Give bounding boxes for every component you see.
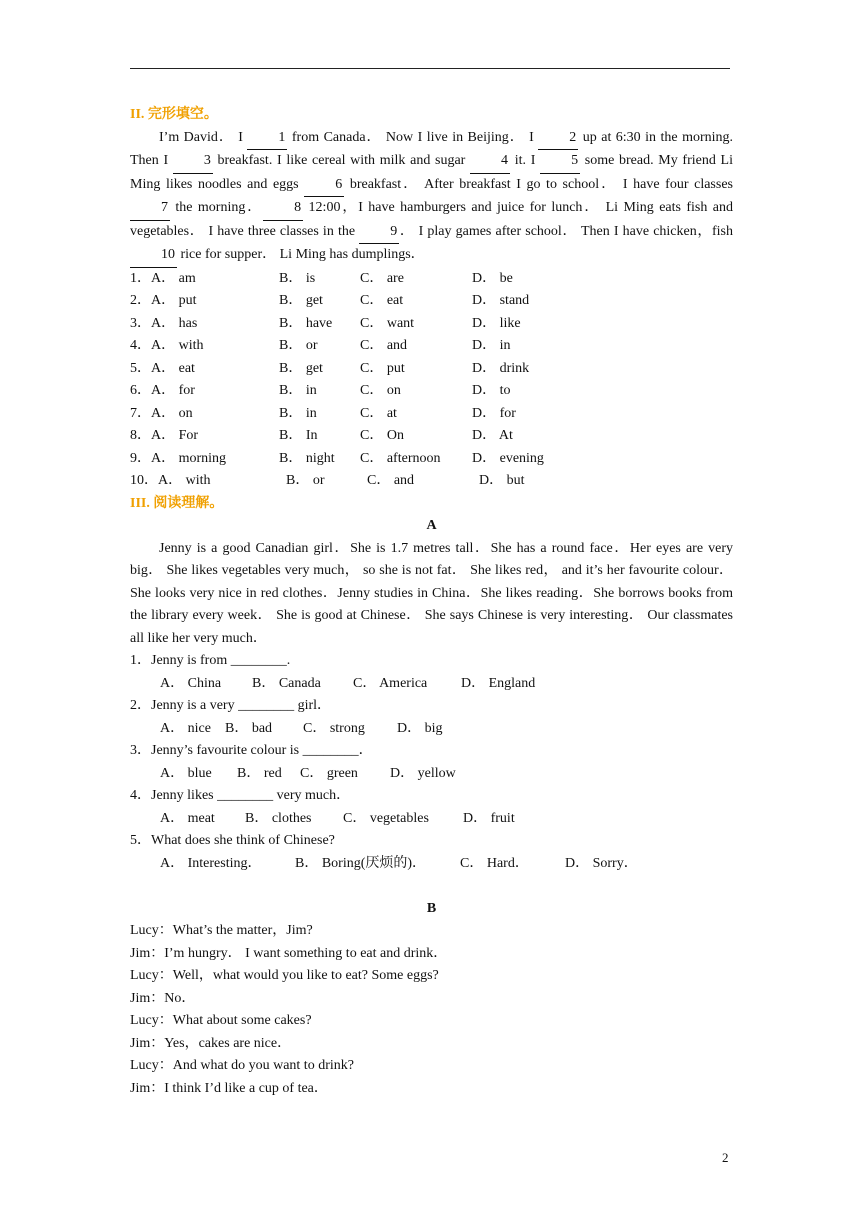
answer-option: D． but bbox=[479, 473, 525, 488]
section-heading-cloze: II. 完形填空。 bbox=[130, 107, 218, 122]
answer-option: C． eat bbox=[360, 293, 404, 308]
dialogue-line: Jim：No． bbox=[130, 990, 196, 1006]
answer-option: D． in bbox=[472, 338, 511, 353]
cloze-blank: 7 bbox=[130, 197, 170, 221]
answer-option: C． strong bbox=[303, 720, 365, 736]
question-number: 2． bbox=[130, 293, 151, 308]
dialogue-line: Jim：I’m hungry． I want something to eat and drink． bbox=[130, 945, 448, 961]
passage-a-questions bbox=[130, 650, 733, 875]
answer-option: B． red bbox=[237, 765, 282, 781]
answer-option: B． or bbox=[279, 338, 318, 353]
question-number: 7． bbox=[130, 405, 151, 421]
answer-option: A． meat bbox=[160, 810, 215, 826]
answer-option: D． At bbox=[472, 428, 513, 443]
cloze-blank: 9 bbox=[359, 221, 399, 245]
answer-option: A． morning bbox=[151, 450, 227, 466]
answer-option: C． Hard． bbox=[460, 855, 529, 871]
cloze-blank: 6 bbox=[304, 174, 344, 198]
answer-option: C． America bbox=[353, 675, 428, 691]
cloze-question-row bbox=[130, 425, 733, 448]
answer-option: D． evening bbox=[472, 450, 544, 466]
answer-option: D． yellow bbox=[390, 765, 456, 781]
cloze-question-row bbox=[130, 403, 733, 426]
cloze-text: from Canada． Now I live in Beijing． I bbox=[287, 129, 539, 145]
answer-option: A． For bbox=[151, 428, 199, 443]
question-number: 6． bbox=[130, 383, 151, 398]
cloze-passage bbox=[130, 127, 733, 268]
dialogue-line: Lucy：What about some cakes? bbox=[130, 1013, 312, 1028]
answer-option: D． fruit bbox=[463, 810, 515, 826]
page-number: 2 bbox=[722, 1150, 729, 1165]
answer-option: C． at bbox=[360, 405, 397, 421]
answer-option: C． green bbox=[300, 765, 358, 781]
answer-option: A． with bbox=[158, 473, 211, 488]
answer-option: A． China bbox=[160, 675, 222, 691]
answer-option: A． am bbox=[151, 270, 196, 286]
cloze-text: up at 6:30 in the morning. Then I bbox=[130, 129, 734, 168]
cloze-blank: 8 bbox=[263, 197, 303, 221]
answer-option: C． on bbox=[360, 383, 401, 398]
cloze-question-row bbox=[130, 380, 733, 403]
answer-option: A． blue bbox=[160, 765, 212, 781]
answer-option: B． or bbox=[286, 473, 325, 488]
cloze-text: I’m David． I bbox=[159, 129, 248, 145]
answer-option: A． put bbox=[151, 293, 197, 308]
passage-b-title: B bbox=[426, 900, 437, 916]
answer-option: C． want bbox=[360, 315, 415, 331]
answer-option: D． stand bbox=[472, 293, 530, 308]
passage-a-text: Jenny is a good Canadian girl．She is 1.7 metres tall．She has a round face．Her eyes are very big． She likes vegetables very much， so she is not fat． She likes red， and it’s her favourite colour．She looks very nice in red clothes．Jenny studies in China．She likes reading．She borrows books from the library every week． She is good at Chinese． She says Chinese is very interesting． Our classmates all like her very much． bbox=[130, 540, 733, 646]
worksheet bbox=[130, 104, 733, 1100]
answer-option: B． Canada bbox=[252, 675, 321, 691]
answer-option: B． clothes bbox=[245, 810, 312, 826]
reading-question-options bbox=[130, 853, 733, 876]
answer-option: B． In bbox=[279, 428, 318, 443]
answer-option: B． night bbox=[279, 450, 335, 466]
answer-option: D． England bbox=[461, 675, 536, 691]
cloze-question-row bbox=[130, 290, 733, 313]
reading-question-options bbox=[130, 718, 733, 741]
dialogue-line: Lucy：What’s the matter，Jim? bbox=[130, 923, 313, 938]
answer-option: A． for bbox=[151, 383, 195, 398]
cloze-question-row bbox=[130, 448, 733, 471]
reading-question-options bbox=[130, 763, 733, 786]
question-number: 3． bbox=[130, 315, 151, 331]
question-number: 10． bbox=[130, 473, 158, 488]
answer-option: A． on bbox=[151, 405, 193, 421]
answer-option: D． Sorry． bbox=[565, 855, 638, 871]
question-number: 4． bbox=[130, 338, 151, 353]
answer-option: B． have bbox=[279, 315, 333, 331]
answer-option: C． are bbox=[360, 270, 404, 286]
header-rule bbox=[130, 68, 730, 69]
question-number: 1． bbox=[130, 270, 151, 286]
cloze-text: it. I bbox=[510, 153, 541, 168]
answer-option: D． be bbox=[472, 270, 513, 286]
cloze-blank: 3 bbox=[173, 150, 213, 174]
cloze-text: breakfast. I like cereal with milk and sugar bbox=[212, 153, 471, 168]
reading-question: 4．Jenny likes ________ very much． bbox=[130, 788, 351, 803]
dialogue-line: Lucy：Well，what would you like to eat? Some eggs? bbox=[130, 968, 439, 983]
answer-option: D． big bbox=[397, 720, 443, 736]
answer-option: D． drink bbox=[472, 360, 530, 376]
reading-question-options bbox=[130, 808, 733, 831]
cloze-text: some bread. My friend Li Ming likes noodles and eggs bbox=[130, 153, 733, 192]
answer-option: B． get bbox=[279, 360, 323, 376]
cloze-question-row bbox=[130, 313, 733, 336]
answer-option: B． Boring(厌烦的)． bbox=[295, 855, 427, 871]
answer-option: A． has bbox=[151, 315, 198, 331]
question-number: 8． bbox=[130, 428, 151, 443]
cloze-question-row bbox=[130, 358, 733, 381]
reading-question-options bbox=[130, 673, 733, 696]
cloze-question-row bbox=[130, 335, 733, 358]
spacer bbox=[130, 875, 733, 898]
cloze-blank: 2 bbox=[538, 127, 578, 151]
answer-option: B． bad bbox=[225, 720, 273, 736]
dialogue-line: Jim：I think I’d like a cup of tea． bbox=[130, 1080, 328, 1096]
reading-question: 3．Jenny’s favourite colour is ________． bbox=[130, 743, 373, 758]
cloze-text: breakfast． After breakfast I go to school． I have four classes bbox=[344, 176, 733, 192]
reading-question: 5．What does she think of Chinese? bbox=[130, 833, 335, 848]
answer-option: C． On bbox=[360, 428, 404, 443]
cloze-text: 12:00，I have hamburgers and juice for lunch． Li Ming eats fish and vegetables． I have three classes in the bbox=[130, 200, 733, 239]
answer-option: A． nice bbox=[160, 720, 211, 736]
passage-a-title: A bbox=[426, 518, 437, 533]
cloze-blank: 1 bbox=[247, 127, 287, 151]
cloze-text: the morning． bbox=[170, 200, 264, 215]
cloze-question-row bbox=[130, 268, 733, 291]
answer-option: B． in bbox=[279, 405, 317, 421]
answer-option: C． put bbox=[360, 360, 405, 376]
answer-option: C． afternoon bbox=[360, 450, 441, 466]
answer-option: C． vegetables bbox=[343, 810, 429, 826]
cloze-text: rice for supper． Li Ming has dumplings． bbox=[177, 247, 425, 262]
answer-option: C． and bbox=[367, 473, 415, 488]
answer-option: A． with bbox=[151, 338, 204, 353]
answer-option: D． to bbox=[472, 383, 511, 398]
cloze-blank: 5 bbox=[540, 150, 580, 174]
answer-option: C． and bbox=[360, 338, 408, 353]
section-heading-reading: III. 阅读理解。 bbox=[130, 495, 224, 511]
dialogue-line: Lucy：And what do you want to drink? bbox=[130, 1058, 354, 1073]
reading-question: 1．Jenny is from ________. bbox=[130, 653, 291, 668]
cloze-text: ． I play games after school． Then I have chicken，fish bbox=[399, 223, 733, 239]
cloze-blank: 4 bbox=[470, 150, 510, 174]
answer-option: B． in bbox=[279, 383, 317, 398]
question-number: 5． bbox=[130, 360, 151, 376]
answer-option: D． like bbox=[472, 315, 521, 331]
cloze-options bbox=[130, 268, 733, 493]
answer-option: A． Interesting． bbox=[160, 855, 262, 871]
answer-option: B． is bbox=[279, 270, 316, 286]
question-number: 9． bbox=[130, 450, 151, 466]
answer-option: A． eat bbox=[151, 360, 195, 376]
answer-option: D． for bbox=[472, 405, 516, 421]
cloze-blank: 10 bbox=[130, 244, 177, 268]
dialogue bbox=[130, 920, 733, 1100]
reading-question: 2．Jenny is a very ________ girl． bbox=[130, 698, 332, 713]
cloze-question-row bbox=[130, 470, 733, 493]
dialogue-line: Jim：Yes，cakes are nice． bbox=[130, 1035, 292, 1051]
answer-option: B． get bbox=[279, 293, 323, 308]
